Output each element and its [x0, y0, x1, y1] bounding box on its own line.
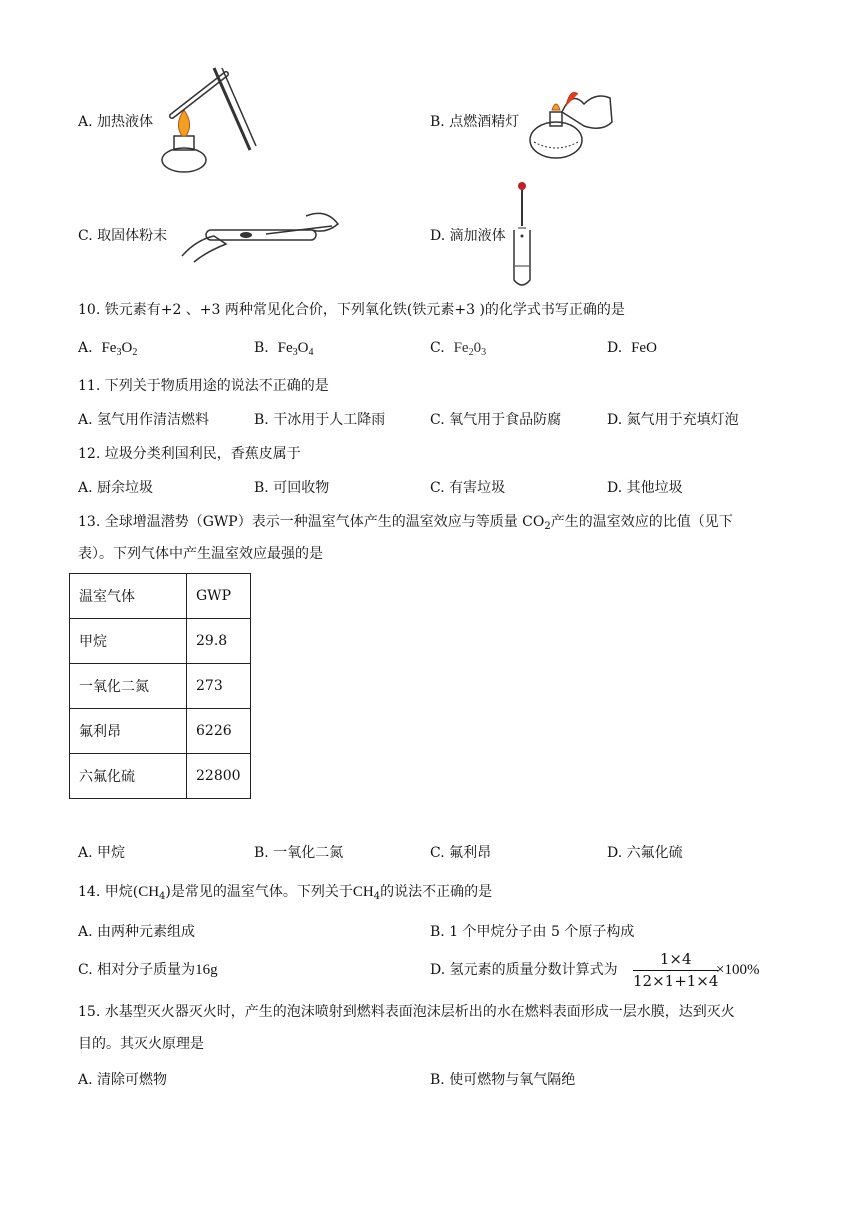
q14-option-c: C. 相对分子质量为16g — [78, 962, 218, 978]
q13-option-c: C. 氟利昂 — [430, 845, 492, 861]
fraction-tail: ×100% — [716, 962, 760, 978]
q12-option-a: A. 厨余垃圾 — [78, 480, 154, 496]
q10-option-a: A. $Fe_3O_2$ — [78, 340, 138, 358]
q11-option-d: D. 氮气用于充填灯泡 — [607, 412, 739, 428]
q15-option-b: B. 使可燃物与氧气隔绝 — [430, 1072, 576, 1088]
q13-stem-line1: 13. 全球增温潜势（GWP）表示一种温室气体产生的温室效应与等质量 $CO_2$产生的温室效应的比值（见下 — [78, 514, 733, 532]
q9-option-b: B. 点燃酒精灯 — [430, 114, 520, 130]
q13-option-b: B. 一氧化二氮 — [254, 845, 344, 861]
q15-stem-line1: 15. 水基型灭火器灭火时，产生的泡沫喷射到燃料表面泡沫层析出的水在燃料表面形成一层水膜，达到灭火 — [78, 1004, 735, 1020]
table-cell: 一氧化二氮 — [70, 664, 187, 709]
table-row — [70, 619, 251, 664]
q11-option-b: B. 干冰用于人工降雨 — [254, 412, 386, 428]
taking-solid-powder-figure — [176, 204, 344, 264]
q12-stem: 12. 垃圾分类利国利民，香蕉皮属于 — [78, 446, 301, 462]
table-cell: 22800 — [187, 754, 251, 799]
q10-option-c: C. $Fe_20_3$ — [430, 340, 487, 358]
table-cell: 六氟化硫 — [70, 754, 187, 799]
table-header-cell: 温室气体 — [70, 574, 187, 619]
q9-option-a: A. 加热液体 — [78, 114, 154, 130]
q10-option-d: D. FeO — [607, 340, 657, 356]
mass-fraction-formula — [633, 950, 718, 990]
q15-stem-line2: 目的。其灭火原理是 — [78, 1036, 204, 1052]
q9-option-d: D. 滴加液体 — [430, 228, 506, 244]
q11-option-a: A. 氢气用作清洁燃料 — [78, 412, 210, 428]
table-cell: 6226 — [187, 709, 251, 754]
q10-stem: 10. 铁元素有+2 、+3 两种常见化合价，下列氧化铁(铁元素+3 )的化学式书写正确的是 — [78, 302, 625, 318]
table-row — [70, 754, 251, 799]
q10-option-b: B. $Fe_3O_4$ — [254, 340, 314, 358]
gwp-table — [69, 573, 251, 799]
q9-option-c: C. 取固体粉末 — [78, 228, 168, 244]
q11-stem: 11. 下列关于物质用途的说法不正确的是 — [78, 378, 329, 394]
q14-stem: 14. 甲烷$(CH_4)$是常见的温室气体。下列关于$CH_4$的说法不正确的是 — [78, 884, 493, 902]
q12-option-c: C. 有害垃圾 — [430, 480, 506, 496]
dropping-liquid-figure — [508, 178, 538, 290]
q14-option-d-text: D. 氢元素的质量分数计算式为 — [430, 962, 618, 978]
q14-option-a: A. 由两种元素组成 — [78, 924, 196, 940]
q15-option-a: A. 清除可燃物 — [78, 1072, 168, 1088]
table-cell: 29.8 — [187, 619, 251, 664]
table-header-cell: GWP — [187, 574, 251, 619]
q13-stem-line2: 表）。下列气体中产生温室效应最强的是 — [78, 546, 323, 562]
table-cell: 甲烷 — [70, 619, 187, 664]
table-row — [70, 664, 251, 709]
q13-option-a: A. 甲烷 — [78, 845, 126, 861]
table-row — [70, 709, 251, 754]
q12-option-d: D. 其他垃圾 — [607, 480, 683, 496]
fraction-numerator: 1×4 — [633, 950, 718, 971]
table-header-row — [70, 574, 251, 619]
fraction-denominator: 12×1+1×4 — [633, 972, 719, 990]
table-cell: 273 — [187, 664, 251, 709]
q13-option-d: D. 六氟化硫 — [607, 845, 683, 861]
q11-option-c: C. 氧气用于食品防腐 — [430, 412, 562, 428]
q14-option-b: B. 1 个甲烷分子由 5 个原子构成 — [430, 924, 635, 940]
q12-option-b: B. 可回收物 — [254, 480, 330, 496]
heating-liquid-figure — [160, 66, 260, 182]
table-cell: 氟利昂 — [70, 709, 187, 754]
lighting-alcohol-lamp-figure — [522, 82, 618, 164]
